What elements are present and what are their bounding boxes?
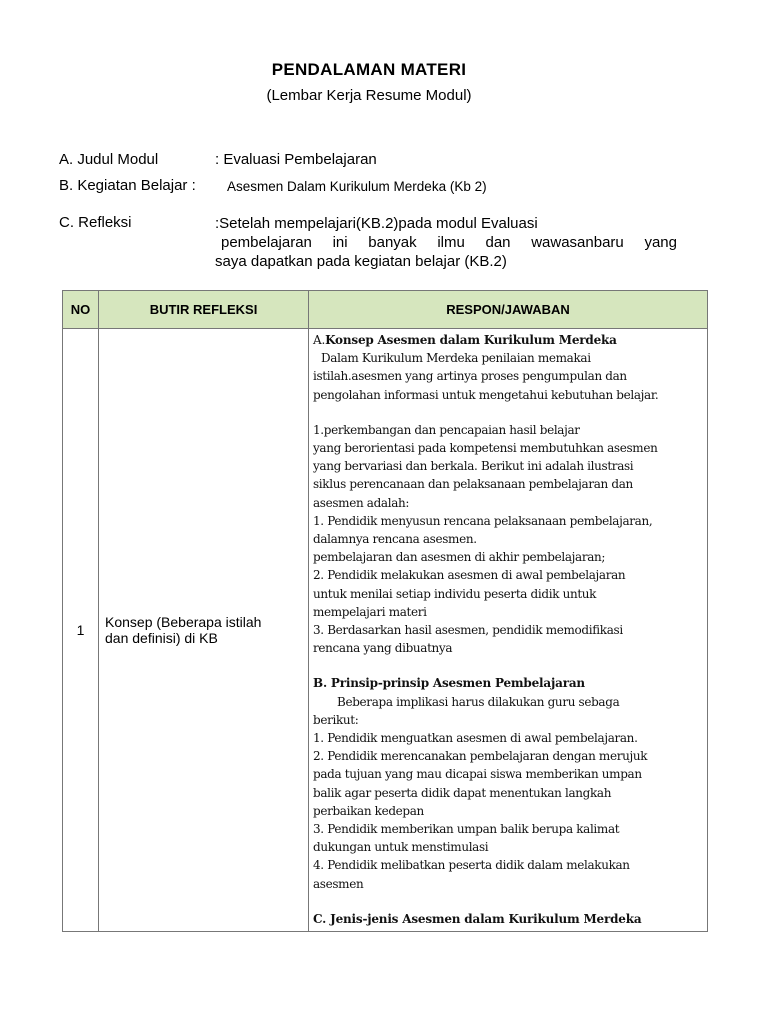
refleksi-line-3: saya dapatkan pada kegiatan belajar (KB.2) <box>215 253 507 270</box>
section-a-line: mempelajari materi <box>313 604 427 619</box>
refleksi-text <box>215 214 677 271</box>
refleksi-word: dan <box>485 234 511 251</box>
refleksi-word: yang <box>644 234 677 251</box>
section-a-line: yang bervariasi dan berkala. Berikut ini adalah ilustrasi <box>313 459 634 474</box>
header-no: NO <box>63 291 99 329</box>
table-header-row <box>63 291 708 329</box>
header-butir-refleksi: BUTIR REFLEKSI <box>99 291 309 329</box>
row-number: 1 <box>63 329 99 932</box>
section-a-line: 3. Berdasarkan hasil asesmen, pendidik memodifikasi <box>313 623 623 638</box>
refleksi-word: ini <box>332 234 348 251</box>
refleksi-line-1: :Setelah mempelajari(KB.2)pada modul Evaluasi <box>215 215 538 232</box>
section-a-intro-line: Dalam Kurikulum Merdeka penilaian memakai <box>321 351 591 366</box>
section-b-heading: B. Prinsip-prinsip Asesmen Pembelajaran <box>313 676 585 691</box>
refleksi-word: banyak <box>368 234 417 251</box>
section-b-line: dukungan untuk menstimulasi <box>313 840 489 855</box>
refleksi-word: ilmu <box>437 234 465 251</box>
section-c-heading: C. Jenis-jenis Asesmen dalam Kurikulum Merdeka <box>313 911 642 926</box>
paragraph-gap <box>313 404 704 421</box>
section-a-line: siklus perencanaan dan pelaksanaan pembelajaran dan <box>313 477 633 492</box>
refleksi-label: C. Refleksi <box>59 214 132 231</box>
section-a-intro-line: pengolahan informasi untuk mengetahui kebutuhan belajar. <box>313 387 659 402</box>
section-b-line: asesmen <box>313 876 364 891</box>
page-title: PENDALAMAN MATERI <box>271 60 467 79</box>
section-b-line: perbaikan kedepan <box>313 803 424 818</box>
respon-cell <box>309 329 708 932</box>
reflection-table <box>62 290 708 932</box>
refleksi-word: wawasanbaru <box>531 234 624 251</box>
section-b-line: 2. Pendidik merencanakan pembelajaran dengan merujuk <box>313 749 648 764</box>
butir-line-2: dan definisi) di KB <box>105 630 218 646</box>
section-b-line: 1. Pendidik menguatkan asesmen di awal pembelajaran. <box>313 731 638 746</box>
judul-modul-label: A. Judul Modul <box>59 151 159 168</box>
header-respon-jawaban: RESPON/JAWABAN <box>309 291 708 329</box>
section-b-line: balik agar peserta didik dapat menentukan langkah <box>313 785 612 800</box>
section-a-line: pembelajaran dan asesmen di akhir pembelajaran; <box>313 550 606 565</box>
kegiatan-belajar-value: Asesmen Dalam Kurikulum Merdeka (Kb 2) <box>227 179 487 194</box>
section-a-line: untuk menilai setiap individu peserta didik untuk <box>313 586 597 601</box>
refleksi-line-2 <box>215 233 677 252</box>
section-a-line: 2. Pendidik melakukan asesmen di awal pembelajaran <box>313 568 626 583</box>
section-b-line: berikut: <box>313 712 359 727</box>
table-row <box>63 329 708 932</box>
section-a-line: yang berorientasi pada kompetensi membutuhkan asesmen <box>313 441 658 456</box>
refleksi-word: pembelajaran <box>221 234 312 251</box>
section-a-title: Konsep Asesmen dalam Kurikulum Merdeka <box>325 333 617 347</box>
section-a-heading <box>313 331 704 349</box>
page-subtitle: (Lembar Kerja Resume Modul) <box>266 87 472 104</box>
paragraph-gap <box>313 893 704 910</box>
butir-line-1: Konsep (Beberapa istilah <box>105 614 262 630</box>
section-a-prefix: A. <box>313 333 326 347</box>
section-a-line: rencana yang dibuatnya <box>313 641 453 656</box>
section-a-line: asesmen adalah: <box>313 495 410 510</box>
section-b-intro: Beberapa implikasi harus dilakukan guru sebaga <box>337 694 620 709</box>
section-a-line: 1.perkembangan dan pencapaian hasil belajar <box>313 422 580 437</box>
section-a-line: dalamnya rencana asesmen. <box>313 532 477 547</box>
section-a-intro-line: istilah.asesmen yang artinya proses pengumpulan dan <box>313 369 627 384</box>
section-b-line: pada tujuan yang mau dicapai siswa memberikan umpan <box>313 767 642 782</box>
section-b-line: 4. Pendidik melibatkan peserta didik dalam melakukan <box>313 858 630 873</box>
butir-refleksi-cell <box>99 329 309 932</box>
paragraph-gap <box>313 657 704 674</box>
judul-modul-value: : Evaluasi Pembelajaran <box>215 151 377 168</box>
section-b-line: 3. Pendidik memberikan umpan balik berupa kalimat <box>313 822 620 837</box>
kegiatan-belajar-label: B. Kegiatan Belajar : <box>59 177 196 194</box>
section-a-line: 1. Pendidik menyusun rencana pelaksanaan pembelajaran, <box>313 513 653 528</box>
